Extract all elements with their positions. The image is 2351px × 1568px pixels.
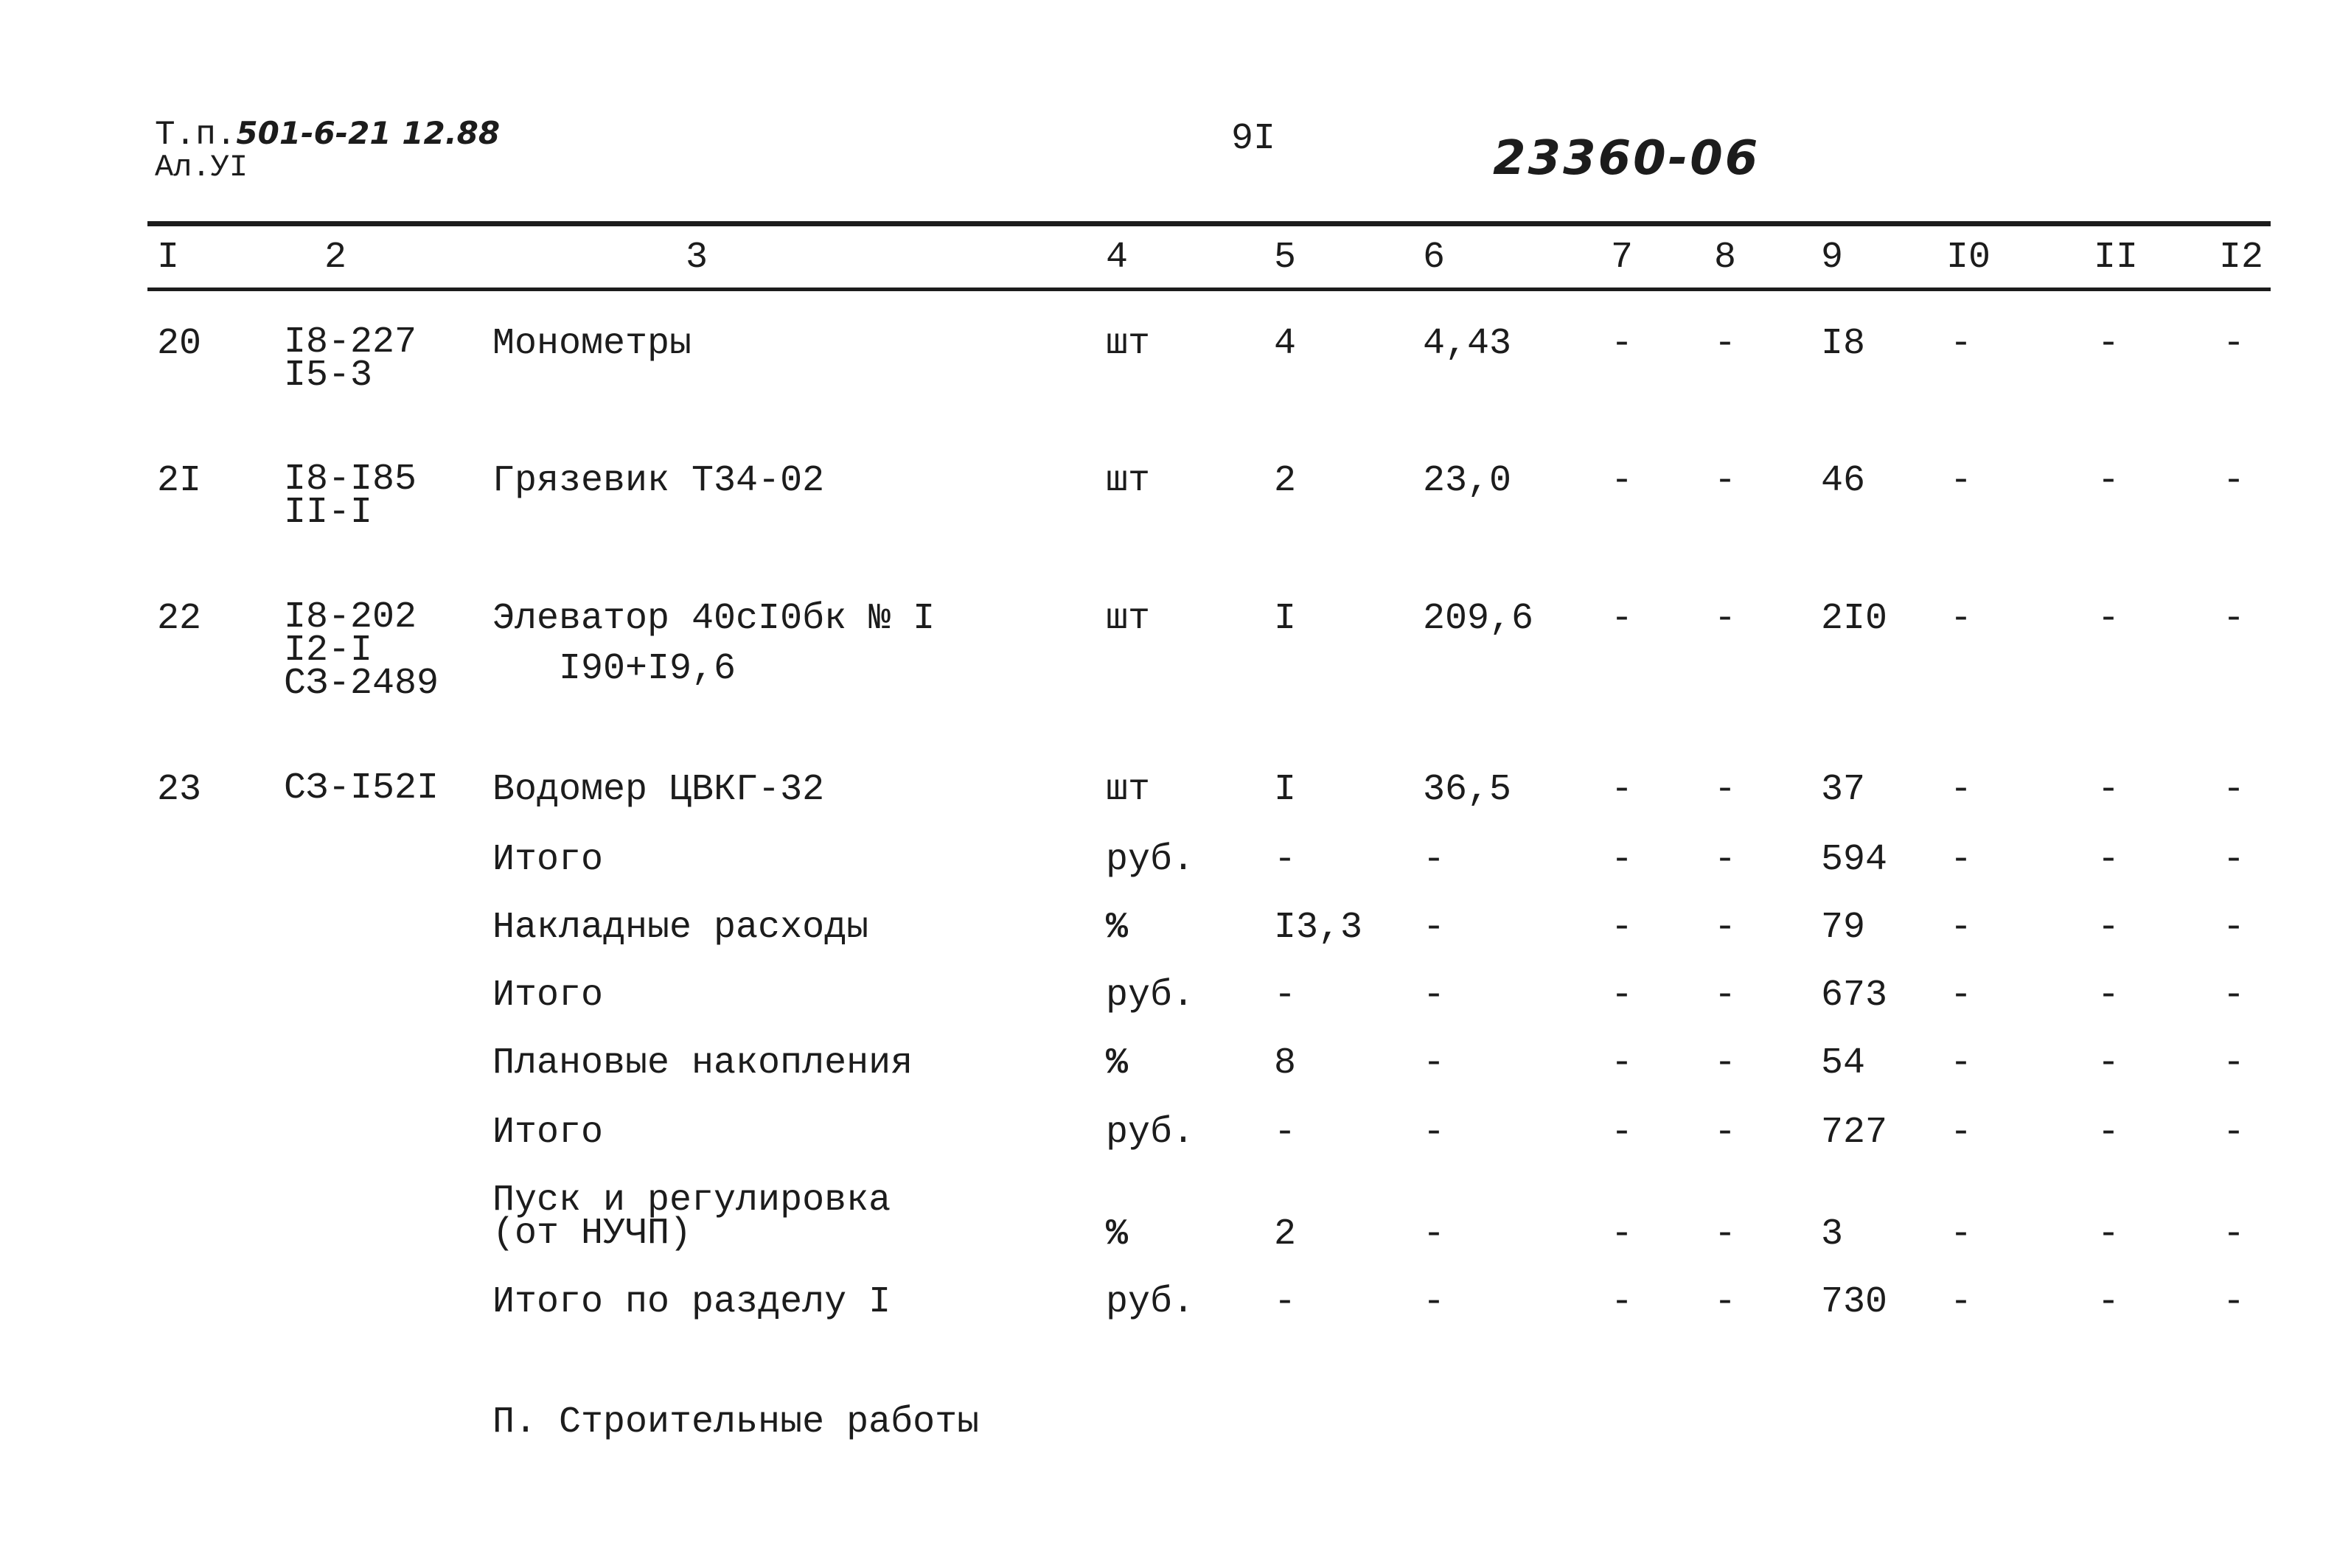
code-line: I8-227	[284, 321, 417, 363]
table-header-rule	[147, 288, 2271, 291]
total-cell: 3	[1821, 1213, 1844, 1255]
quantity-cell: I3,3	[1274, 907, 1363, 949]
quantity-cell: -	[1274, 1281, 1297, 1323]
unit-cell: руб.	[1106, 975, 1195, 1017]
row-number: 23	[157, 769, 202, 811]
row-number: 2I	[157, 460, 202, 502]
price-cell: 209,6	[1423, 598, 1534, 640]
col8-cell: -	[1714, 769, 1737, 811]
col10-cell: -	[1950, 598, 1973, 640]
code-cell	[284, 767, 439, 809]
col10-cell: -	[1950, 975, 1973, 1017]
price-cell: -	[1423, 1042, 1446, 1084]
col8-cell: -	[1714, 975, 1737, 1017]
price-cell: -	[1423, 839, 1446, 881]
col7-cell: -	[1611, 1281, 1634, 1323]
col12-cell: -	[2223, 598, 2246, 640]
col12-cell: -	[2223, 460, 2246, 502]
col12-cell: -	[2223, 1042, 2246, 1084]
price-cell: 4,43	[1423, 323, 1512, 365]
item-name-extra: I90+I9,6	[559, 648, 736, 690]
doc-number: 23360-06	[1493, 131, 1760, 186]
code-line: II-I	[284, 492, 373, 534]
code-cell	[284, 321, 417, 397]
col8-cell: -	[1714, 323, 1737, 365]
summary-name: Итого	[492, 839, 604, 881]
total-cell: 46	[1821, 460, 1866, 502]
total-cell: I8	[1821, 323, 1866, 365]
quantity-cell: 8	[1274, 1042, 1297, 1084]
col7-cell: -	[1611, 907, 1634, 949]
price-cell: -	[1423, 1281, 1446, 1323]
total-cell: 79	[1821, 907, 1866, 949]
summary-name-line: (от НУЧП)	[492, 1213, 692, 1255]
total-cell: 727	[1821, 1112, 1888, 1154]
code-cell	[284, 596, 439, 705]
price-cell: 36,5	[1423, 769, 1512, 811]
total-cell: 37	[1821, 769, 1866, 811]
row-number: 20	[157, 323, 202, 365]
col11-cell: -	[2097, 975, 2120, 1017]
total-cell: 673	[1821, 975, 1888, 1017]
summary-name: Итого	[492, 1112, 604, 1154]
summary-name: Накладные расходы	[492, 907, 869, 949]
sheet-label: Ал.УI	[155, 150, 248, 185]
tp-code: 501-6-21 12.88	[236, 115, 501, 151]
col12-cell: -	[2223, 907, 2246, 949]
code-line: I2-I	[284, 630, 373, 672]
col11-cell: -	[2097, 460, 2120, 502]
col11-cell: -	[2097, 907, 2120, 949]
unit-cell: шт	[1106, 460, 1151, 502]
total-cell: 594	[1821, 839, 1888, 881]
tp-prefix: Т.п.	[155, 116, 237, 154]
quantity-cell: I	[1274, 598, 1297, 640]
col7-cell: -	[1611, 769, 1634, 811]
col12-cell: -	[2223, 323, 2246, 365]
summary-name: Плановые накопления	[492, 1042, 913, 1084]
table-top-rule	[147, 221, 2271, 226]
price-cell: -	[1423, 907, 1446, 949]
col-header-2: 2	[324, 237, 347, 279]
price-cell: -	[1423, 1213, 1446, 1255]
total-cell: 730	[1821, 1281, 1888, 1323]
col10-cell: -	[1950, 907, 1973, 949]
code-line: СЗ-I52I	[284, 767, 439, 809]
code-line: I5-3	[284, 355, 373, 397]
col-header-1: I	[157, 237, 180, 279]
col-header-7: 7	[1611, 237, 1634, 279]
col8-cell: -	[1714, 460, 1737, 502]
col8-cell: -	[1714, 907, 1737, 949]
col7-cell: -	[1611, 598, 1634, 640]
col11-cell: -	[2097, 839, 2120, 881]
summary-name: Итого по разделу I	[492, 1281, 891, 1323]
quantity-cell: 2	[1274, 460, 1297, 502]
col12-cell: -	[2223, 839, 2246, 881]
col7-cell: -	[1611, 975, 1634, 1017]
col10-cell: -	[1950, 769, 1973, 811]
page-number: 9I	[1231, 118, 1276, 160]
unit-cell: руб.	[1106, 1112, 1195, 1154]
summary-name-line: Пуск и регулировка	[492, 1180, 891, 1222]
col11-cell: -	[2097, 769, 2120, 811]
price-cell: -	[1423, 975, 1446, 1017]
row-number: 22	[157, 598, 202, 640]
total-cell: 2I0	[1821, 598, 1888, 640]
unit-cell: шт	[1106, 323, 1151, 365]
col7-cell: -	[1611, 1042, 1634, 1084]
quantity-cell: 2	[1274, 1213, 1297, 1255]
code-line: СЗ-2489	[284, 663, 439, 705]
item-name: Грязевик Т34-02	[492, 460, 825, 502]
col12-cell: -	[2223, 769, 2246, 811]
col-header-4: 4	[1106, 237, 1129, 279]
col8-cell: -	[1714, 1042, 1737, 1084]
section-heading: П. Строительные работы	[492, 1401, 980, 1443]
col-header-11: II	[2094, 237, 2139, 279]
col10-cell: -	[1950, 460, 1973, 502]
col12-cell: -	[2223, 1213, 2246, 1255]
col11-cell: -	[2097, 1281, 2120, 1323]
col-header-5: 5	[1274, 237, 1297, 279]
code-line: I8-I85	[284, 459, 417, 501]
summary-name: Итого	[492, 975, 604, 1017]
col-header-9: 9	[1821, 237, 1844, 279]
col12-cell: -	[2223, 1112, 2246, 1154]
code-line: I8-202	[284, 596, 417, 638]
col8-cell: -	[1714, 1281, 1737, 1323]
code-cell	[284, 459, 417, 534]
col11-cell: -	[2097, 598, 2120, 640]
quantity-cell: I	[1274, 769, 1297, 811]
col11-cell: -	[2097, 1213, 2120, 1255]
unit-cell: шт	[1106, 598, 1151, 640]
col12-cell: -	[2223, 975, 2246, 1017]
col11-cell: -	[2097, 323, 2120, 365]
price-cell: 23,0	[1423, 460, 1512, 502]
col-header-6: 6	[1423, 237, 1446, 279]
col-header-8: 8	[1714, 237, 1737, 279]
unit-cell: руб.	[1106, 1281, 1195, 1323]
col10-cell: -	[1950, 839, 1973, 881]
unit-cell: шт	[1106, 769, 1151, 811]
quantity-cell: -	[1274, 839, 1297, 881]
unit-cell: %	[1106, 907, 1129, 949]
col7-cell: -	[1611, 839, 1634, 881]
unit-cell: руб.	[1106, 839, 1195, 881]
col8-cell: -	[1714, 598, 1737, 640]
col-header-3: 3	[686, 237, 708, 279]
col8-cell: -	[1714, 1213, 1737, 1255]
quantity-cell: 4	[1274, 323, 1297, 365]
col8-cell: -	[1714, 839, 1737, 881]
col10-cell: -	[1950, 1042, 1973, 1084]
col10-cell: -	[1950, 1213, 1973, 1255]
col11-cell: -	[2097, 1112, 2120, 1154]
col7-cell: -	[1611, 1112, 1634, 1154]
quantity-cell: -	[1274, 1112, 1297, 1154]
total-cell: 54	[1821, 1042, 1866, 1084]
item-name: Водомер ЦВКГ-32	[492, 769, 825, 811]
item-name-text: Элеватор 40сI0бк № I	[492, 598, 936, 640]
item-name: Монометры	[492, 323, 692, 365]
col7-cell: -	[1611, 460, 1634, 502]
col7-cell: -	[1611, 1213, 1634, 1255]
col12-cell: -	[2223, 1281, 2246, 1323]
col8-cell: -	[1714, 1112, 1737, 1154]
price-cell: -	[1423, 1112, 1446, 1154]
tp-label	[155, 115, 501, 154]
quantity-cell: -	[1274, 975, 1297, 1017]
col10-cell: -	[1950, 323, 1973, 365]
summary-name	[492, 1180, 891, 1255]
unit-cell: %	[1106, 1042, 1129, 1084]
col7-cell: -	[1611, 323, 1634, 365]
col10-cell: -	[1950, 1112, 1973, 1154]
col-header-10: I0	[1946, 237, 1991, 279]
col10-cell: -	[1950, 1281, 1973, 1323]
item-name	[492, 598, 936, 690]
col-header-12: I2	[2219, 237, 2264, 279]
unit-cell: %	[1106, 1213, 1129, 1255]
col11-cell: -	[2097, 1042, 2120, 1084]
